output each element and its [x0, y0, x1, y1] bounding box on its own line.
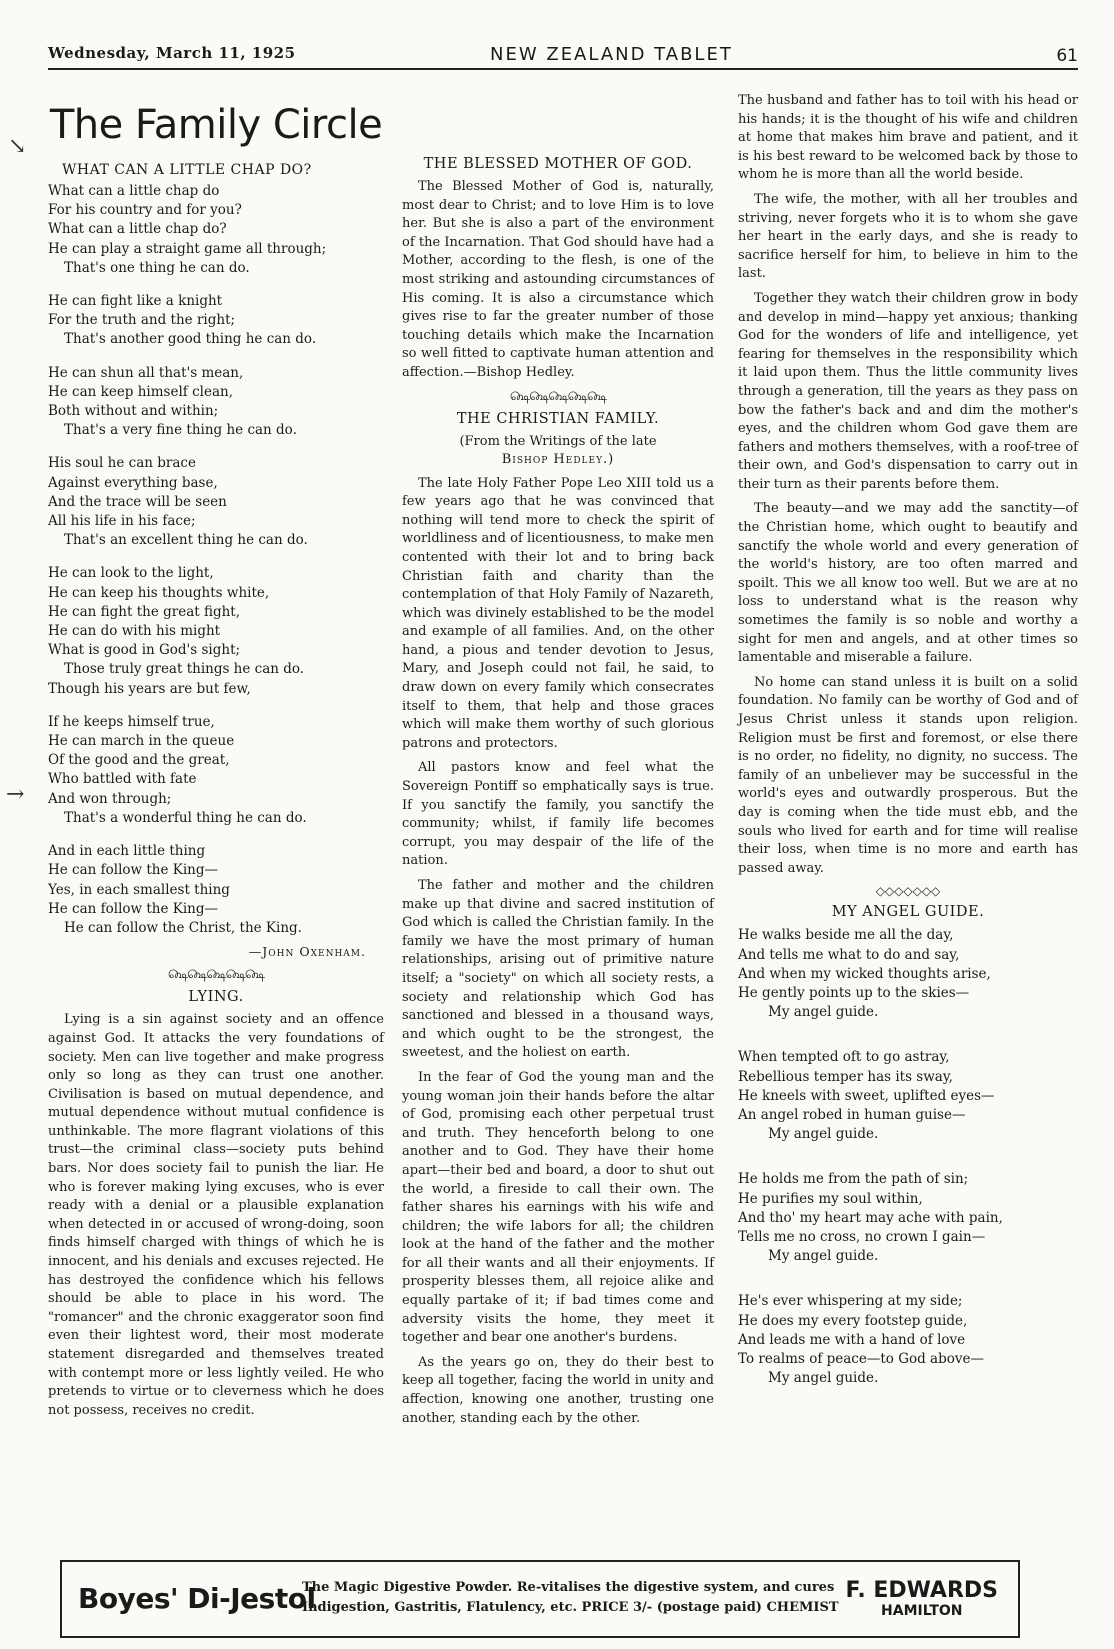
section-ornament: ௸௸௸௸௸: [167, 967, 265, 983]
article-lying: Lying is a sin against society and an offence against God. It attacks the very foundations of society. Men can live together and make progress only so long as they can trust one another. Civilisation is based on mutual dependence, and mutual dependence without mutual confidence is unthinkable. The more flagrant violations of this trust—the criminal class—society puts behind bars. Nor does society fail to punish the liar. He who is forever making lying excuses, who is ever ready with a denial or a plausible explanation when detected in or accused of wrong-doing, soon finds himself charged with things of which he is innocent, and his denials and excuses rejected. He has destroyed the confidence which his fellows should be able to place in his word. The "romancer" and the chronic exaggerator soon find even their lightest word, their most moderate statement disregarded and themselves treated with contempt more or less lightly veiled. He who pretends to virtue or to cleverness which he does not possess, receives no credit.: [48, 1012, 384, 1418]
stanza: He can fight like a knight For the truth and the right; That's another good thing he can do.: [48, 293, 317, 348]
poem-little-chap: [48, 182, 384, 961]
stanza: He walks beside me all the day, And tells me what to do and say, And when my wicked thoughts arise, He gently points up to the skies— My angel guide.: [738, 927, 991, 1021]
stanza: If he keeps himself true, He can march in the queue Of the good and the great, Who battled with fate And won through; That's a wonderful thing he can do.: [48, 713, 307, 826]
margin-mark-icon: ↘: [8, 134, 27, 159]
column-2: [402, 96, 714, 1434]
page-title: The Family Circle: [49, 102, 383, 148]
advertisement: [60, 1560, 1020, 1638]
stanza: When tempted oft to go astray, Rebellious temper has its sway, He kneels with sweet, uplifted eyes— An angel robed in human guise— My angel guide.: [738, 1049, 995, 1143]
page-number: 61: [1056, 46, 1078, 66]
poem-angel-guide: [738, 926, 1078, 1388]
article-christian-family: The late Holy Father Pope Leo XIII told us a few years ago that he was convinced that nothing will tend more to check the spirit of worldliness and of licentiousness, to make men contented with their lot and to bring back Christian faith and charity than the contemplation of that Holy Family of Nazareth, which was divinely established to be the model and example of all families. And, on the other hand, a pious and tender devotion to Jesus, Mary, and Joseph could not fail, he said, to draw down on every family which consecrates itself to them, that help and those graces which will make them worthy of such glorious patrons and protectors. All pastors know and feel what the Sovereign Pontiff so emphatically says is true. If you sanctify the family, you sanctify the community; whilst, if family life becomes corrupt, you may despair of the life of the nation. The father and mother and the children make up that divine and sacred institution of God which is called the Christian family. In the family we have the most primary of human relationships, arising out of primitive nature itself; a "society" on which all society rests, a society and relationship which God has sanctioned and blessed in a thousand ways, and which ought to be the strongest, the sweetest, and the holiest on earth. In the fear of God the young man and the young woman join their hands before the altar of God, promising each other perpetual trust and truth. They henceforth belong to one another and to God. They have their home apart—their bed and board, a door to shut out the world, a fireside to call their own. The father shares his earnings with his wife and children; the wife labors for all; the children look at the hand of the father and the mother for all their wants and all their enjoyments. If prosperity blesses them, all rejoice alike and equally partake of it; if bad times come and adversity visits the home, they meet it together and bear one another's burdens. As the years go on, they do their best to keep all together, facing the world in unity and affection, knowing one another, trusting one another, standing each by the other.: [402, 475, 714, 1426]
stanza: He can look to the light, He can keep his thoughts white, He can fight the great fight, He can do with his might What is good in God's sight; Those truly great things he can do. Though his years are but few,: [48, 565, 305, 697]
paper-name: NEW ZEALAND TABLET: [490, 44, 733, 65]
margin-mark-icon: →: [6, 782, 25, 807]
column-1: [48, 96, 384, 1426]
ad-seller: F. EDWARDS HAMILTON: [845, 1578, 998, 1619]
article-blessed-mother: The Blessed Mother of God is, naturally, most dear to Christ; and to love Him is to love her. But she is also a part of the environment of the Incarnation. That God should have had a Mother, according to the flesh, is one of the most striking and astounding circumstances of His coming. It is also a circumstance which gives rise to far the greater number of those touching details which make the Incarnation so well fitted to captivate human attention and affection.—Bishop Hedley.: [402, 179, 714, 380]
ad-copy: The Magic Digestive Powder. Re-vitalises the digestive system, and cures Indigestion, Gastritis, Flatulency, etc. PRICE 3/- (postage paid) CHEMIST: [302, 1580, 839, 1615]
article-christian-family-continued: The husband and father has to toil with his head or his hands; it is the thought of his wife and children at home that makes him brave and patient, and it is his best reward to be welcomed back by those to whom he is more than all the world beside. The wife, the mother, with all her troubles and striving, never forgets who it is to whom she gave her heart in the early days, and she is ready to sacrifice herself for him, to believe in him to the last. Together they watch their children grow in body and develop in mind—happy yet anxious; thanking God for the wonders of life and intelligence, yet fearing for themselves in the responsibility which it laid upon them. Thus the little community lives through a generation, till the years as they pass on bow the father's back and and dim the mother's eyes, and the children whom God gave them are fathers and mothers themselves, with a roof-tree of their own, and God's dispensation to carry out in their turn as their parents before them. The beauty—and we may add the sanctity—of the Christian home, which ought to beautify and sanctify the whole world and every generation of the world's history, are too often marred and spoilt. This we all know too well. But we are at no loss to understand what is the reason why sometimes the family is so noble and worthy a sight for men and angels, and at other times so lamentable and miserable a failure. No home can stand unless it is built on a solid foundation. No family can be worthy of God and of Jesus Christ unless it stands upon religion. Religion must be first and foremost, or else there is no order, no fidelity, no dignity, no success. The family of an unbeliever may be successful in the world's eyes and outwardly prosperous. But the day is coming when the tide must ebb, and the souls who lived for earth and for time will realise their loss, when time is no more and earth has passed away.: [738, 93, 1078, 876]
source-note: (From the Writings of the late Bishop Hedley.): [459, 433, 657, 467]
stanza: And in each little thing He can follow the King— Yes, in each smallest thing He can follow the King— He can follow the Christ, the King.: [48, 843, 302, 936]
stanza: He's ever whispering at my side; He does my every footstep guide, And leads me with a hand of love To realms of peace—to God above— My angel guide.: [738, 1293, 984, 1387]
stanza: He can shun all that's mean, He can keep himself clean, Both without and within; That's a very fine thing he can do.: [48, 364, 297, 439]
section-ornament: ௸௸௸௸௸: [509, 388, 607, 404]
issue-date: Wednesday, March 11, 1925: [48, 44, 296, 62]
poem-author: —John Oxenham.: [248, 944, 366, 960]
section-ornament: ◇◇◇◇◇◇◇: [875, 884, 941, 899]
masthead-rule: [48, 68, 1078, 70]
stanza: What can a little chap do For his country and for you? What can a little chap do? He can play a straight game all through; That's one thing he can do.: [48, 183, 327, 276]
stanza: His soul he can brace Against everything base, And the trace will be seen All his life in his face; That's an excellent thing he can do.: [48, 455, 308, 549]
heading-christian-family: THE CHRISTIAN FAMILY.: [456, 410, 660, 427]
stanza: He holds me from the path of sin; He purifies my soul within, And tho' my heart may ache with pain, Tells me no cross, no crown I gain— My angel guide.: [738, 1171, 1003, 1265]
poem-title-little-chap: WHAT CAN A LITTLE CHAP DO?: [62, 162, 312, 178]
ad-brand: Boyes' Di-Jestol: [78, 1582, 316, 1615]
column-3: [738, 92, 1078, 1402]
heading-lying: LYING.: [188, 989, 244, 1006]
heading-angel-guide: MY ANGEL GUIDE.: [831, 904, 985, 921]
heading-blessed-mother: THE BLESSED MOTHER OF GOD.: [423, 156, 693, 172]
